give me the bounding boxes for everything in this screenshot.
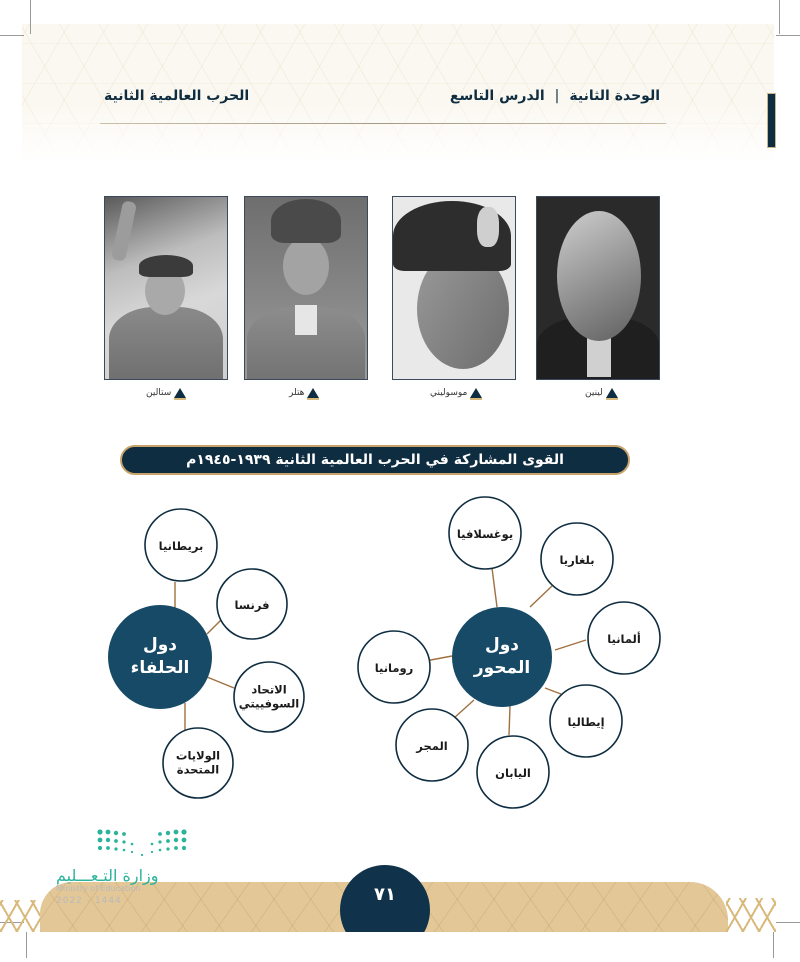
ministry-logo-icon bbox=[96, 828, 188, 860]
lesson-label: الدرس التاسع bbox=[449, 88, 545, 104]
allies-member-label: الولايات المتحدة bbox=[175, 748, 221, 777]
footer-ornament-right bbox=[726, 898, 776, 932]
axis-member-label: المجر bbox=[416, 738, 448, 753]
header-separator: | bbox=[554, 88, 560, 104]
axis-member-label: إيطاليا bbox=[567, 714, 605, 729]
allies-member-label: بريطانيا bbox=[158, 538, 204, 553]
chapter-title: الحرب العالمية الثانية bbox=[104, 88, 250, 104]
section-title: القوى المشاركة في الحرب العالمية الثانية ١٩٣٩-١٩٤٥م bbox=[186, 452, 564, 468]
unit-label: الوحدة الثانية bbox=[569, 88, 660, 104]
allies-member-label: فرنسا bbox=[234, 597, 270, 612]
axis-member-label: يوغسلافيا bbox=[456, 526, 514, 541]
allies-member-label: الاتحاد السوفييتي bbox=[238, 682, 300, 711]
caption-stalin: ستالين bbox=[146, 388, 186, 398]
caption-lenin: لينين bbox=[585, 388, 618, 398]
ministry-name-english: Ministry of Education bbox=[56, 884, 141, 893]
caption-hitler: هتلر bbox=[289, 388, 319, 398]
axis-member-label: اليابان bbox=[495, 765, 531, 780]
caption-mussolini: موسوليني bbox=[430, 388, 482, 398]
axis-member-label: بلغاريا bbox=[559, 552, 595, 567]
ministry-name-arabic: وزارة التـعـــليم bbox=[56, 866, 159, 885]
axis-member-label: ألمانيا bbox=[607, 631, 641, 646]
axis-member-label: رومانيا bbox=[374, 660, 414, 675]
allies-hub-label: دول الحلفاء bbox=[130, 635, 190, 678]
page-number: ٧١ bbox=[374, 884, 396, 905]
edition-year: 2022 - 1444 bbox=[56, 896, 122, 906]
axis-hub-label: دول المحور bbox=[473, 635, 531, 678]
